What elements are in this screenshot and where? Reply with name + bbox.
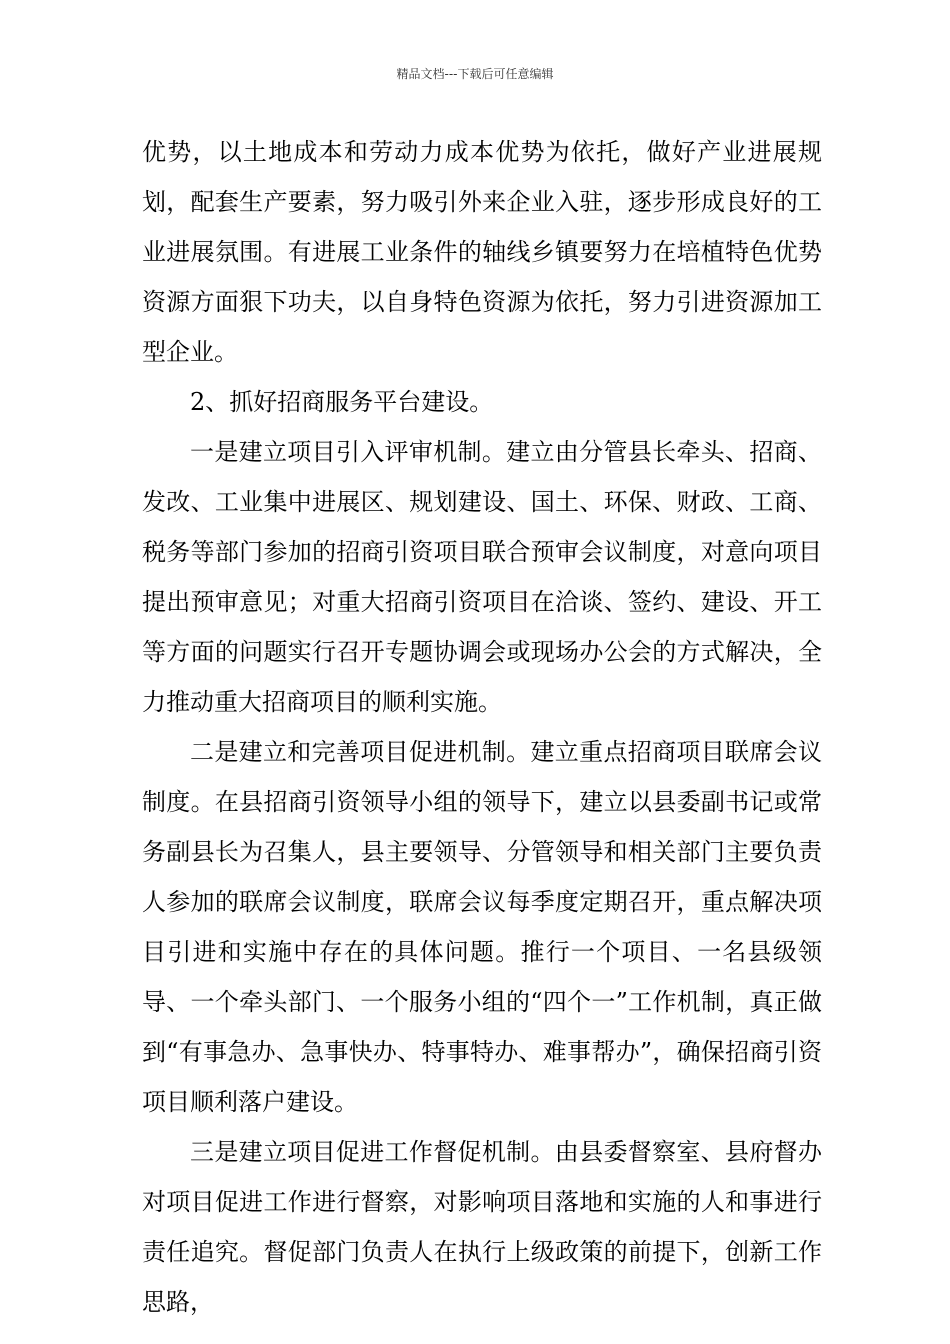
document-body bbox=[142, 127, 822, 1327]
paragraph-5: 三是建立项目促进工作督促机制。由县委督察室、县府督办对项目促进工作进行督察，对影响项目落地和实施的人和事进行责任追究。督促部门负责人在执行上级政策的前提下，创新工作思路， bbox=[142, 1138, 822, 1316]
paragraph-4: 二是建立和完善项目促进机制。建立重点招商项目联席会议制度。在县招商引资领导小组的领导下，建立以县委副书记或常务副县长为召集人，县主要领导、分管领导和相关部门主要负责人参加的联席会议制度，联席会议每季度定期召开，重点解决项目引进和实施中存在的具体问题。推行一个项目、一名县级领导、一个牵头部门、一个服务小组的“四个一”工作机制，真正做到“有事急办、急事快办、特事特办、难事帮办”，确保招商引资项目顺利落户建设。 bbox=[142, 738, 822, 1116]
page-header: 精品文档---下载后可任意编辑 bbox=[396, 67, 554, 81]
paragraph-2-heading: 2、抓好招商服务平台建设。 bbox=[190, 388, 494, 416]
paragraph-1: 优势，以土地成本和劳动力成本优势为依托，做好产业进展规划，配套生产要素，努力吸引外来企业入驻，逐步形成良好的工业进展氛围。有进展工业条件的轴线乡镇要努力在培植特色优势资源方面狠下功夫，以自身特色资源为依托，努力引进资源加工型企业。 bbox=[142, 138, 822, 366]
paragraph-3: 一是建立项目引入评审机制。建立由分管县长牵头、招商、发改、工业集中进展区、规划建设、国土、环保、财政、工商、税务等部门参加的招商引资项目联合预审会议制度，对意向项目提出预审意见；对重大招商引资项目在洽谈、签约、建设、开工等方面的问题实行召开专题协调会或现场办公会的方式解决，全力推动重大招商项目的顺利实施。 bbox=[142, 438, 822, 716]
